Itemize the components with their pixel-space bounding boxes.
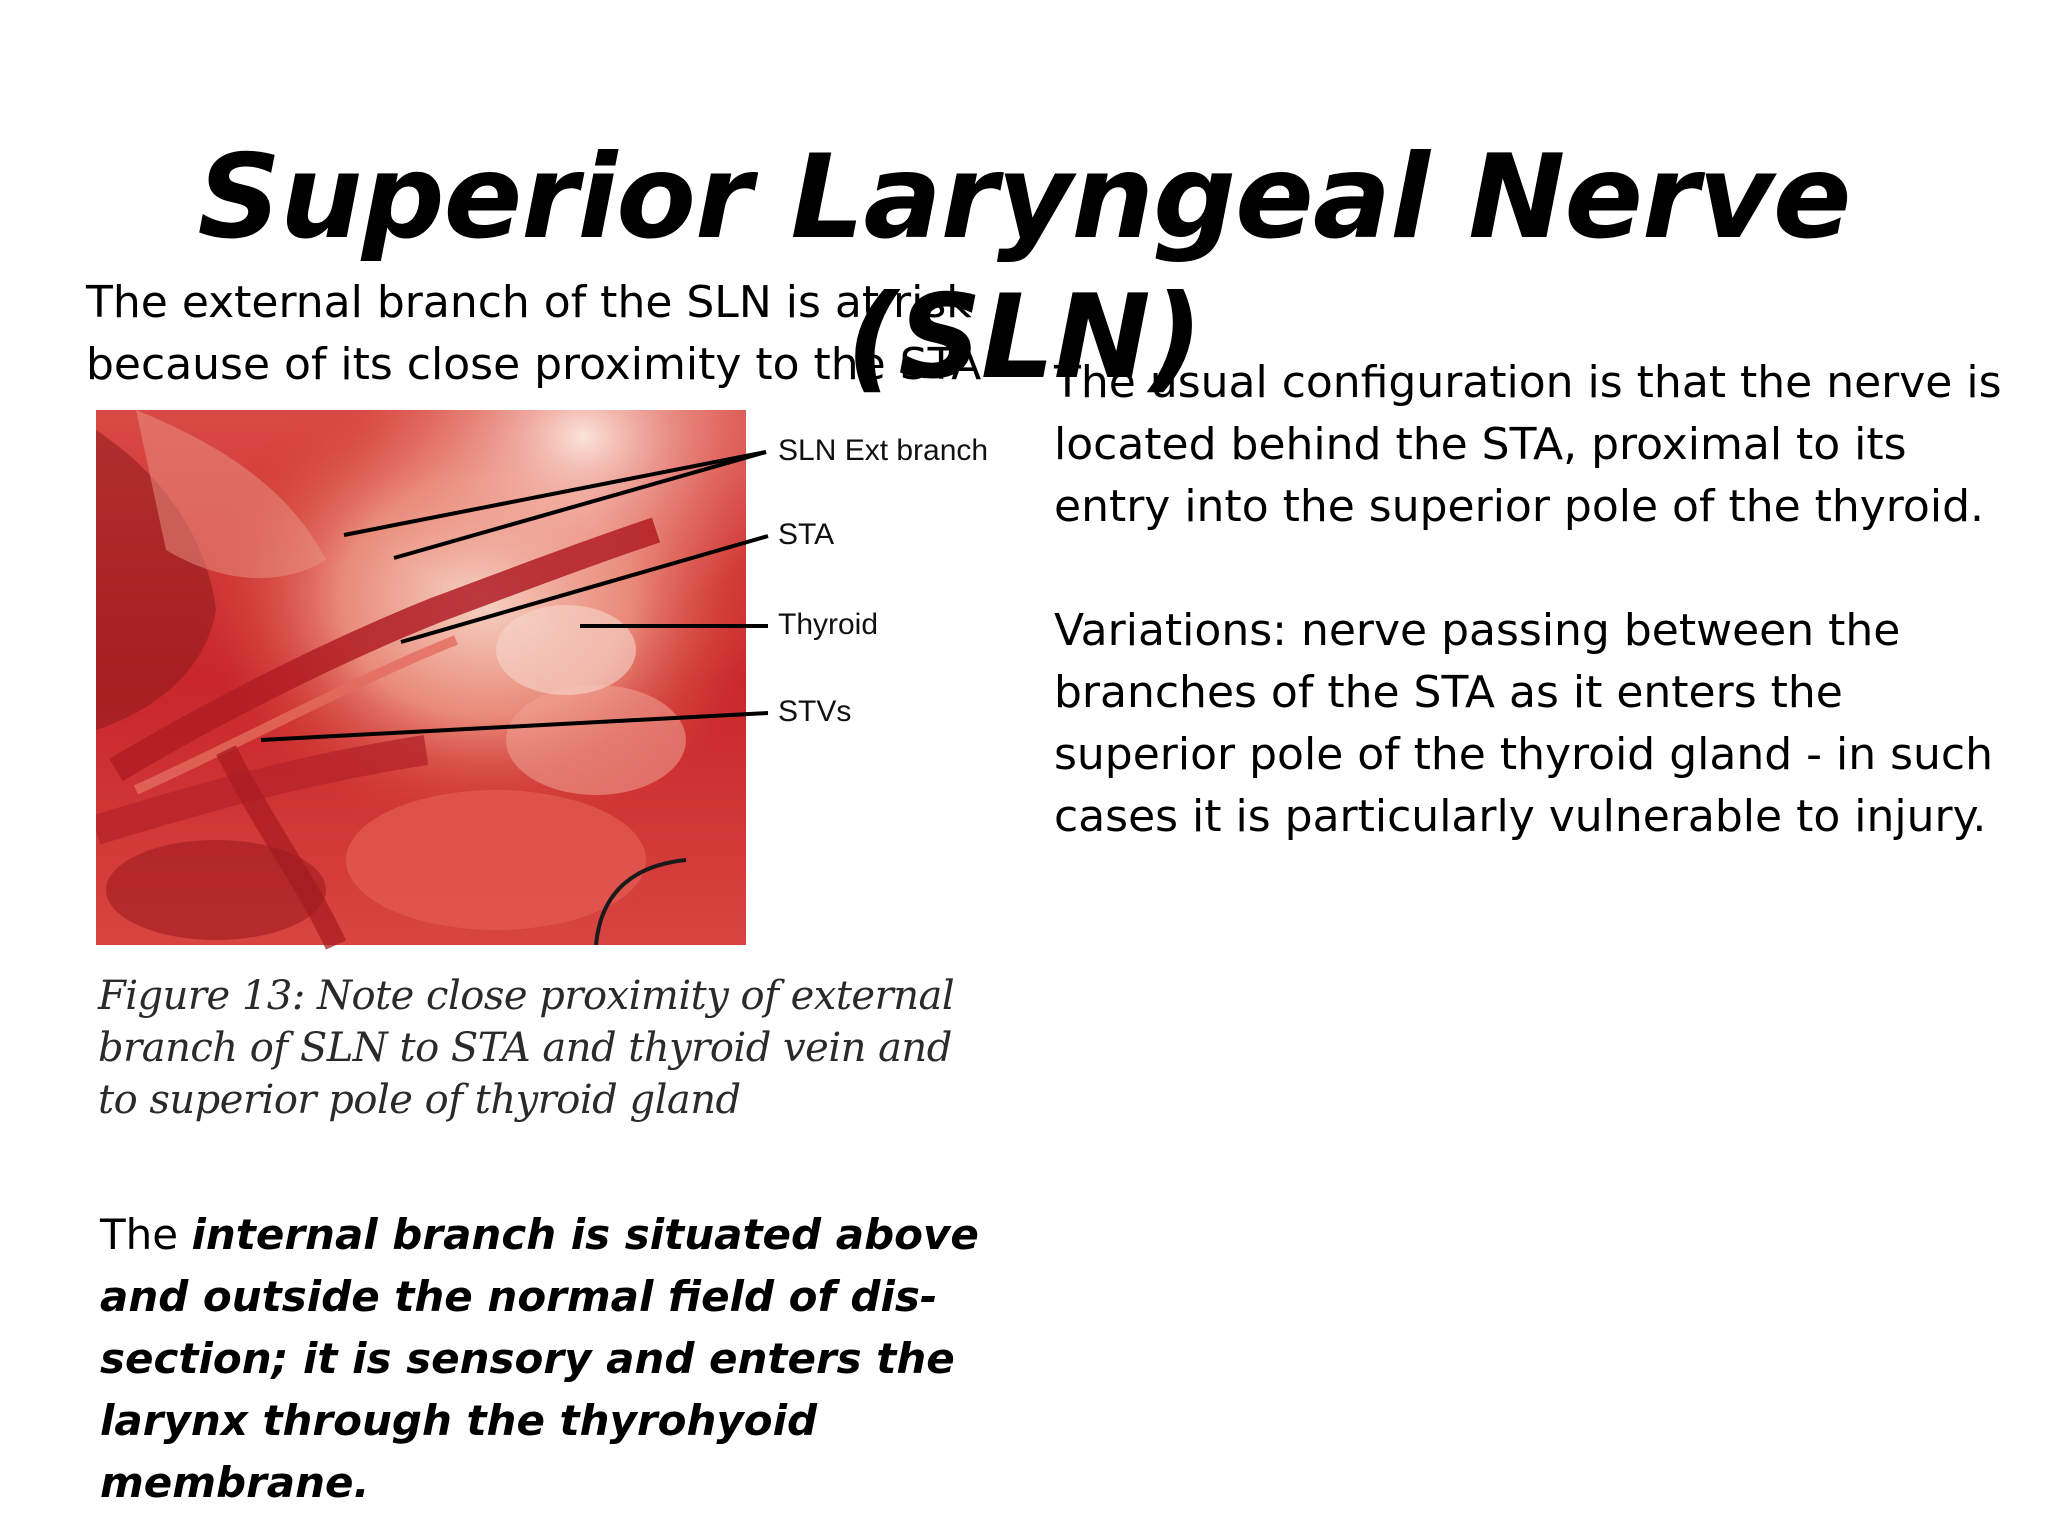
right-column xyxy=(1054,352,2014,848)
surgical-figure xyxy=(96,410,1016,950)
slide-title: Superior Laryngeal Nerve (SLN) xyxy=(197,130,1851,405)
label-thyroid: Thyroid xyxy=(778,608,879,641)
surgical-photo xyxy=(96,410,1016,950)
label-sln-ext-branch: SLN Ext branch xyxy=(778,434,989,467)
configuration-paragraph: The usual configuration is that the nerve is located behind the STA, proximal to its entry into the superior pole of the thyroid. xyxy=(1054,357,2002,532)
figure-caption: Figure 13: Note close proximity of external branch of SLN to STA and thyroid vein and to superior pole of thyroid gland xyxy=(98,973,955,1123)
internal-branch-text xyxy=(100,1204,1040,1514)
intro-text: The external branch of the SLN is at risk because of its close proximity to the STA xyxy=(86,277,982,390)
internal-branch-emphasis: internal branch is situated above and outside the normal field of dis-section; it is sensory and enters the larynx through the thyrohyoid membrane. xyxy=(100,1210,979,1507)
variations-paragraph: Variations: nerve passing between the branches of the STA as it enters the superior pole of the thyroid gland - in such cases it is particularly vulnerable to injury. xyxy=(1054,605,1993,842)
internal-branch-lead: The xyxy=(100,1210,192,1259)
label-stvs: STVs xyxy=(778,695,852,728)
label-sta: STA xyxy=(778,518,835,551)
